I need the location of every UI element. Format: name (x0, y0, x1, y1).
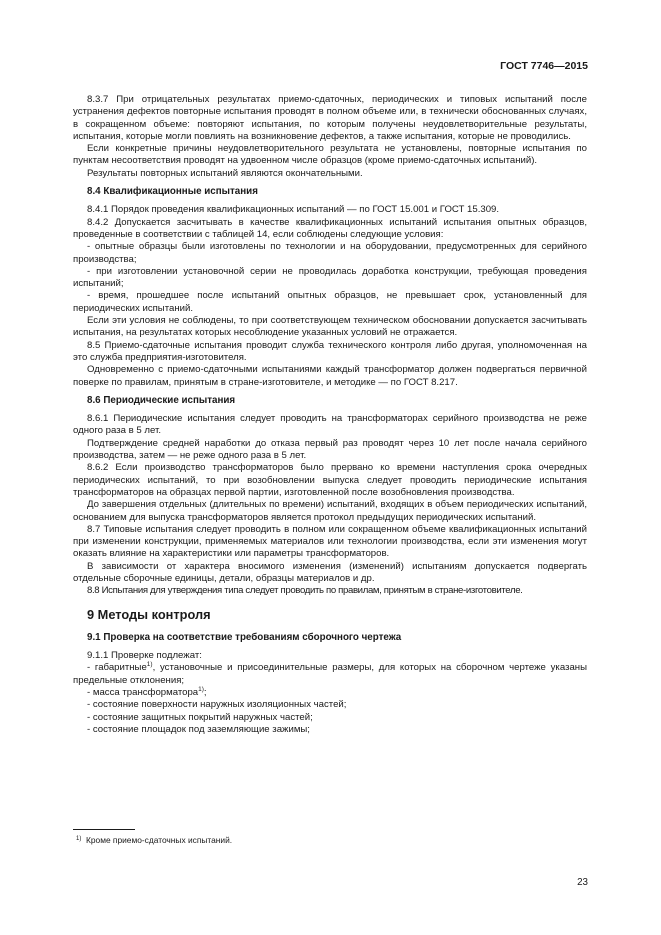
paragraph-8-8: 8.8 Испытания для утверждения типа следует проводить по правилам, принятым в стране-изготовителе. (87, 585, 523, 597)
list-item-protective-coatings: - состояние защитных покрытий наружных частей; (87, 711, 313, 723)
paragraph-8-3-7-final: Результаты повторных испытаний являются окончательными. (87, 167, 363, 179)
paragraph-8-4-1: 8.4.1 Порядок проведения квалификационных испытаний — по ГОСТ 15.001 и ГОСТ 15.309. (87, 204, 500, 216)
list-item-condition-2: - при изготовлении установочной серии не проводилась доработка конструкции, требующая проведения испытаний; (73, 265, 587, 290)
footnote-mark: 1) (76, 836, 82, 842)
paragraph-8-6-2-long-tests: До завершения отдельных (длительных по времени) испытаний, входящих в объем периодических испытаний, основанием для выпуска трансформаторов является протокол предыдущих периодических испытаний. (73, 499, 587, 523)
footnote-divider (73, 829, 135, 830)
list-item-insulation-surface: - состояние поверхности наружных изоляционных частей; (87, 699, 347, 711)
paragraph-8-3-7-retest: Если конкретные причины неудовлетворительного результата не установлены, повторные испытания по пунктам несоответствия проводят на удвоенном числе образцов (кроме приемо-сдаточных испытаний). (73, 143, 587, 167)
document-body (73, 94, 587, 736)
section-heading-9: 9 Методы контроля (87, 606, 211, 622)
paragraph-8-6-1-mtbf: Подтверждение средней наработки до отказа первый раз проводят через 10 лет после начала серийного производства, затем — не реже одного раза в 5 лет. (73, 437, 587, 462)
list-item-mass (73, 687, 587, 699)
list-item-dimensions-start: - габаритные (87, 662, 147, 674)
footnote-reference: 1) (198, 686, 204, 694)
list-item-mass-text: - масса трансформатора (87, 687, 199, 699)
paragraph-8-3-7: 8.3.7 При отрицательных результатах приемо-сдаточных, периодических и типовых испытаний после устранения дефектов повторные испытания проводят в полном объеме или, в технически обоснованных случаях, в сокращенном объеме: повторяют испытания, по которым получены неудовлетворительные результаты, испытания, которые могли повлиять на возникновение дефектов, а также испытания, которые не проводились. (73, 94, 587, 142)
section-heading-9-1: 9.1 Проверка на соответствие требованиям сборочного чертежа (87, 631, 402, 643)
paragraph-9-1-1: 9.1.1 Проверке подлежат: (87, 650, 202, 662)
list-item-dimensions (73, 662, 587, 687)
footnote-reference: 1) (146, 661, 153, 669)
paragraph-8-6-1: 8.6.1 Периодические испытания следует проводить на трансформаторах серийного производства не реже одного раза в 5 лет. (73, 413, 587, 437)
footnote (76, 834, 232, 846)
paragraph-8-6-2: 8.6.2 Если производство трансформаторов было прервано ко времени наступления срока очередных периодических испытаний, то при возобновлении выпуска следует проводить периодические испытания трансформаторов на образцах первой партии, изготовленной после возобновления производства. (73, 462, 587, 498)
paragraph-8-4-2: 8.4.2 Допускается засчитывать в качестве квалификационных испытаний испытания опытных образцов, проведенные в соответствии с таблицей 14, если соблюдены следующие условия: (73, 216, 587, 240)
list-item-grounding-pads: - состояние площадок под заземляющие зажимы; (87, 723, 310, 735)
paragraph-8-4-2-exception: Если эти условия не соблюдены, то при соответствующем техническом обосновании допускается засчитывать испытания, на результатах которых несоблюдение указанных условий не отражается. (73, 315, 587, 339)
paragraph-8-7: 8.7 Типовые испытания следует проводить в полном или сокращенном объеме квалификационных испытаний при изменении конструкции, применяемых материалов или технологии производства, если эти изменения могут оказать влияние на характеристики или параметры трансформаторов. (73, 523, 587, 560)
paragraph-8-5: 8.5 Приемо-сдаточные испытания проводит служба технического контроля либо другая, уполномоченная на это служба предприятия-изготовителя. (73, 339, 587, 363)
paragraph-8-5-verification: Одновременно с приемо-сдаточными испытаниями каждый трансформатор должен подвергаться первичной поверке по правилам, принятым в стране-изготовителе, и методике — по ГОСТ 8.217. (73, 364, 587, 388)
list-item-condition-1: - опытные образцы были изготовлены по технологии и на оборудовании, предусмотренных для серийного производства; (73, 241, 587, 265)
section-heading-8-4: 8.4 Квалификационные испытания (87, 186, 258, 198)
paragraph-8-7-partial: В зависимости от характера вносимого изменения (изменений) испытаниям допускается подвергать отдельные сборочные единицы, детали, образцы материалов и др. (73, 560, 587, 584)
page-number: 23 (577, 877, 588, 888)
footnote-text: Кроме приемо-сдаточных испытаний. (86, 835, 233, 845)
section-heading-8-6: 8.6 Периодические испытания (87, 394, 236, 406)
list-item-condition-3: - время, прошедшее после испытаний опытных образцов, не превышает срок, установленный для периодических испытаний. (73, 290, 587, 314)
list-item-dimensions-rest: , установочные и присоединительные размеры, для которых на сборочном чертеже указаны предельные отклонения; (73, 662, 587, 686)
document-header-id: ГОСТ 7746—2015 (500, 60, 588, 72)
list-item-mass-end: ; (203, 687, 207, 699)
